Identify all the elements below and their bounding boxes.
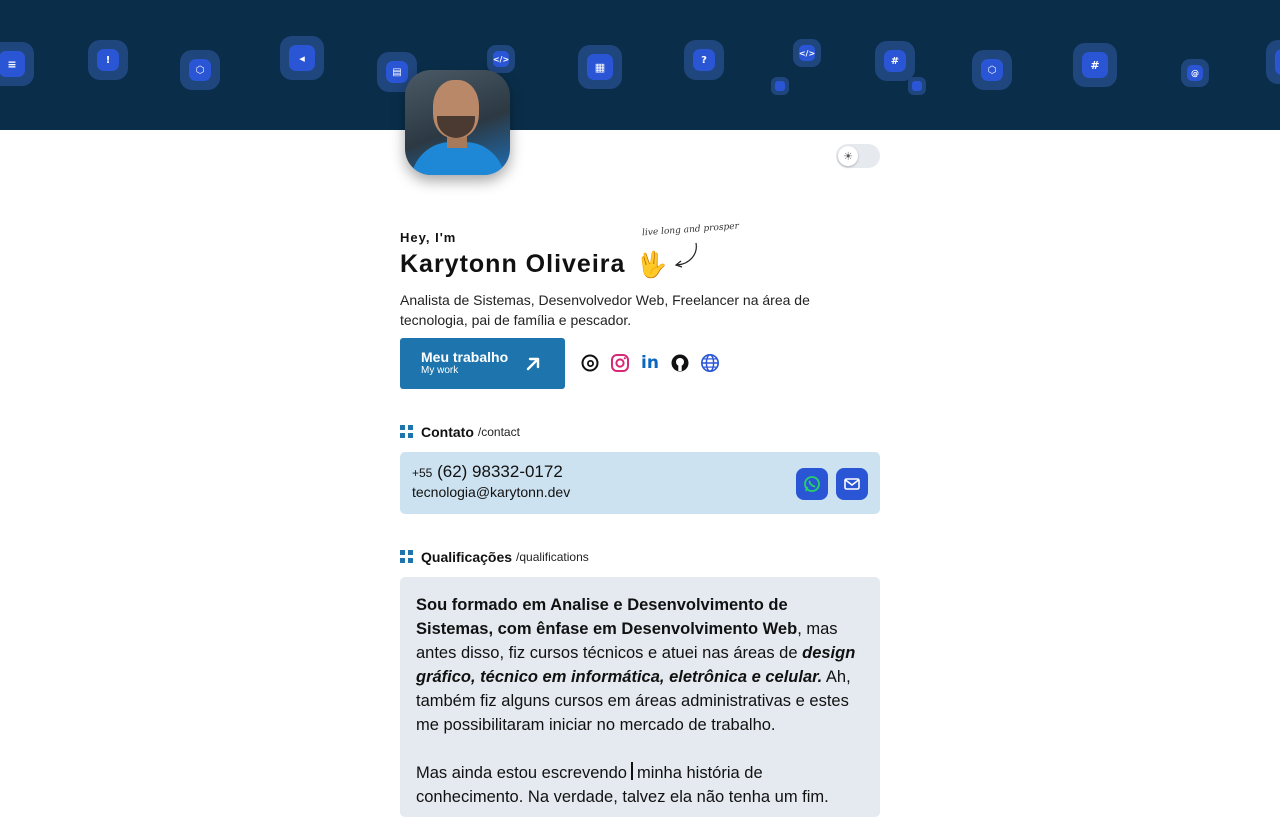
my-work-sublabel: My work [421, 365, 459, 376]
github-icon[interactable] [670, 352, 690, 374]
qualifications-title: Qualificações [421, 549, 513, 565]
email-button[interactable] [836, 468, 868, 500]
hash-icon: # [1073, 43, 1117, 87]
typing-cursor [631, 762, 633, 780]
greeting: Hey, I'm [400, 230, 457, 245]
curved-arrow-icon [672, 240, 702, 270]
mail-icon [843, 475, 861, 493]
contact-heading [400, 424, 520, 440]
dot-icon [908, 77, 926, 95]
code-icon: </> [793, 39, 821, 67]
qualifications-paragraph-1: Sou formado em Analise e Desenvolvimento de Sistemas, com ênfase em Desenvolvimento Web, mas antes disso, fiz cursos técnicos e atuei nas áreas de design gráfico, técnico em informática, eletrônica e celular. Ah, também fiz alguns cursos em áreas administrativas e estes me possibilitaram iniciar no mercado de trabalho. [416, 596, 856, 734]
theme-toggle[interactable] [836, 144, 880, 168]
whatsapp-icon [803, 475, 821, 493]
qualifications-card [400, 577, 880, 817]
my-work-label: Meu trabalho [421, 349, 509, 365]
globe-icon[interactable] [700, 352, 720, 374]
page-title: Karytonn Oliveira [400, 250, 626, 278]
handwritten-note: live long and prosper [641, 221, 740, 239]
question-icon: ? [684, 40, 724, 80]
contact-slug: /contact [477, 425, 520, 439]
hash-icon: # [875, 41, 915, 81]
dot-icon [771, 77, 789, 95]
at-icon: @ [1181, 59, 1209, 87]
qualifications-slug: /qualifications [516, 550, 589, 564]
threads-icon[interactable] [580, 352, 600, 374]
phone-number: +55 (62) 98332-0172 [412, 462, 563, 481]
contact-title: Contato [421, 424, 474, 440]
sun-icon: ☀ [838, 146, 858, 166]
section-icon [400, 425, 414, 439]
avatar [405, 70, 510, 175]
email-address: tecnologia@karytonn.dev [412, 484, 571, 500]
certificate-icon: ≡ [0, 42, 34, 86]
instagram-icon[interactable] [610, 352, 630, 374]
box-icon: ⬡ [180, 50, 220, 90]
contact-card [400, 452, 880, 514]
social-links [580, 352, 720, 374]
box-icon: ⬡ [972, 50, 1012, 90]
section-icon [400, 550, 414, 564]
browser-icon: ▦ [578, 45, 622, 89]
my-work-button[interactable] [400, 338, 565, 389]
id-card-icon: ▤ [377, 52, 417, 92]
vulcan-hand-icon: 🖖 [636, 250, 668, 279]
subtitle: Analista de Sistemas, Desenvolvedor Web, Freelancer na área de tecnologia, pai de família e pescador. [400, 292, 810, 328]
alert-icon: ! [88, 40, 128, 80]
code-icon: </> [487, 45, 515, 73]
header-banner [0, 0, 1280, 130]
megaphone-icon: ◂ [280, 36, 324, 80]
partial-icon [1266, 40, 1280, 84]
arrow-up-right-icon [524, 355, 542, 373]
qualifications-paragraph-2: Mas ainda estou escrevendo minha história de conhecimento. Na verdade, talvez ela não tenha um fim. [416, 764, 829, 806]
whatsapp-button[interactable] [796, 468, 828, 500]
qualifications-heading [400, 549, 589, 565]
linkedin-icon[interactable]: in [641, 353, 659, 373]
